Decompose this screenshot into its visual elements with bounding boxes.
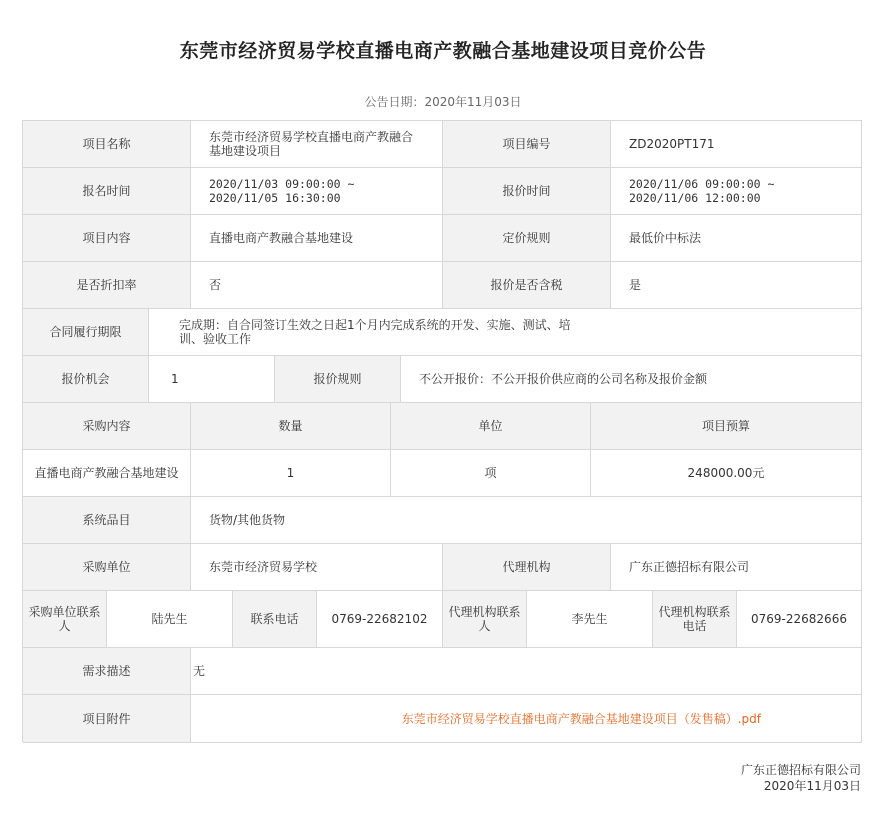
attachment-cell	[191, 695, 862, 742]
content-value: 直播电商产教融合基地建设	[191, 215, 443, 261]
agency-contact-label: 代理机构联系人	[443, 591, 527, 647]
pricing-rule-value: 最低价中标法	[611, 215, 862, 261]
purchase-qty: 1	[191, 450, 391, 496]
quote-chances-label: 报价机会	[23, 356, 149, 402]
row-project-name	[23, 121, 862, 168]
quote-start: 2020/11/06 09:00:00 ~	[629, 177, 775, 191]
contract-period-value: 完成期：自合同签订生效之日起1个月内完成系统的开发、实施、测试、培训、验收工作	[149, 309, 862, 355]
purchase-header-budget: 项目预算	[591, 403, 862, 449]
row-contacts	[23, 591, 862, 648]
agency-contact-value: 李先生	[527, 591, 653, 647]
project-no-label: 项目编号	[443, 121, 611, 167]
quote-rule-value: 不公开报价：不公开报价供应商的公司名称及报价金额	[401, 356, 862, 402]
signup-time-value	[191, 168, 443, 214]
project-name-value: 东莞市经济贸易学校直播电商产教融合基地建设项目	[191, 121, 443, 167]
purchase-header-content: 采购内容	[23, 403, 191, 449]
row-attachment	[23, 695, 862, 743]
page-title: 东莞市经济贸易学校直播电商产教融合基地建设项目竞价公告	[179, 40, 707, 62]
row-category	[23, 497, 862, 544]
purchase-header-qty: 数量	[191, 403, 391, 449]
quote-chances-value: 1	[149, 356, 275, 402]
discount-label: 是否折扣率	[23, 262, 191, 308]
project-no-value: ZD2020PT171	[611, 121, 862, 167]
buyer-contact-value: 陆先生	[107, 591, 233, 647]
agency-label: 代理机构	[443, 544, 611, 590]
buyer-phone-value: 0769-22682102	[317, 591, 443, 647]
footer-signature	[741, 762, 861, 794]
row-purchase-header	[23, 403, 862, 450]
buyer-phone-label: 联系电话	[233, 591, 317, 647]
demand-label: 需求描述	[23, 648, 191, 694]
row-buyer	[23, 544, 862, 591]
row-content	[23, 215, 862, 262]
agency-phone-label: 代理机构联系电话	[653, 591, 737, 647]
attachment-label: 项目附件	[23, 695, 191, 742]
announcement-table	[22, 120, 862, 742]
row-demand	[23, 648, 862, 695]
signup-time-label: 报名时间	[23, 168, 191, 214]
buyer-value: 东莞市经济贸易学校	[191, 544, 443, 590]
contract-period-label: 合同履行期限	[23, 309, 149, 355]
agency-phone-value: 0769-22682666	[737, 591, 862, 647]
demand-value: 无	[191, 648, 862, 694]
agency-value: 广东正德招标有限公司	[611, 544, 862, 590]
signup-end: 2020/11/05 16:30:00	[209, 191, 341, 205]
tax-value: 是	[611, 262, 862, 308]
row-signup-time	[23, 168, 862, 215]
purchase-unit: 项	[391, 450, 591, 496]
row-contract-period	[23, 309, 862, 356]
purchase-header-unit: 单位	[391, 403, 591, 449]
content-label: 项目内容	[23, 215, 191, 261]
buyer-contact-label: 采购单位联系人	[23, 591, 107, 647]
signup-start: 2020/11/03 09:00:00 ~	[209, 177, 355, 191]
buyer-label: 采购单位	[23, 544, 191, 590]
pricing-rule-label: 定价规则	[443, 215, 611, 261]
project-name-label: 项目名称	[23, 121, 191, 167]
footer-date: 2020年11月03日	[763, 779, 861, 793]
discount-value: 否	[191, 262, 443, 308]
quote-time-value	[611, 168, 862, 214]
quote-end: 2020/11/06 12:00:00	[629, 191, 761, 205]
footer-company: 广东正德招标有限公司	[740, 763, 861, 777]
tax-label: 报价是否含税	[443, 262, 611, 308]
row-discount	[23, 262, 862, 309]
purchase-budget: 248000.00元	[591, 450, 862, 496]
row-purchase-item	[23, 450, 862, 497]
announce-date: 公告日期：2020年11月03日	[364, 95, 522, 109]
quote-rule-label: 报价规则	[275, 356, 401, 402]
category-value: 货物/其他货物	[191, 497, 862, 543]
row-quote-chances	[23, 356, 862, 403]
quote-time-label: 报价时间	[443, 168, 611, 214]
purchase-item: 直播电商产教融合基地建设	[23, 450, 191, 496]
attachment-link[interactable]: 东莞市经济贸易学校直播电商产教融合基地建设项目（发售稿）.pdf	[401, 711, 761, 726]
category-label: 系统品目	[23, 497, 191, 543]
